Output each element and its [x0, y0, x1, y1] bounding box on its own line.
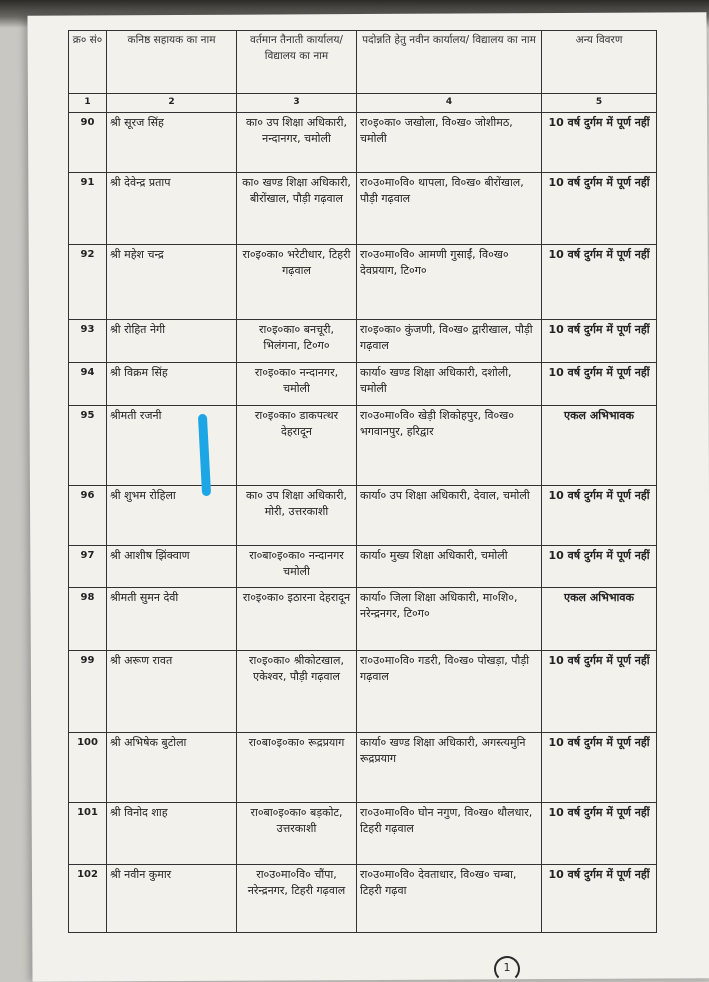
- serial-cell: 92: [69, 244, 107, 319]
- remarks-cell: 10 वर्ष दुर्गम में पूर्ण नहीं: [542, 112, 657, 172]
- name-cell: श्री देवेन्द्र प्रताप: [107, 172, 237, 244]
- new-posting-cell: कार्या० खण्ड शिक्षा अधिकारी, अगस्त्यमुनि रूद्रप्रयाग: [357, 732, 542, 802]
- column-number: 4: [357, 94, 542, 113]
- serial-cell: 101: [69, 802, 107, 864]
- name-cell: श्री महेश चन्द्र: [107, 244, 237, 319]
- table-row: [69, 172, 657, 244]
- header-new-posting: पदोन्नति हेतु नवीन कार्यालय/ विद्यालय का नाम: [357, 31, 542, 94]
- current-posting-cell: रा०बा०इ०का० नन्दानगर चमोली: [237, 545, 357, 587]
- current-posting-cell: रा०इ०का० इठारना देहरादून: [237, 587, 357, 650]
- header-current-posting: वर्तमान तैनाती कार्यालय/ विद्यालय का नाम: [237, 31, 357, 94]
- column-number-row: [69, 94, 657, 113]
- serial-cell: 93: [69, 319, 107, 362]
- remarks-cell: 10 वर्ष दुर्गम में पूर्ण नहीं: [542, 362, 657, 405]
- serial-cell: 95: [69, 405, 107, 485]
- name-cell: श्री सूरज सिंह: [107, 112, 237, 172]
- remarks-cell: 10 वर्ष दुर्गम में पूर्ण नहीं: [542, 650, 657, 732]
- new-posting-cell: कार्या० जिला शिक्षा अधिकारी, मा०शि०, नरेन्द्रनगर, टि०ग०: [357, 587, 542, 650]
- table-row: [69, 650, 657, 732]
- table-row: [69, 244, 657, 319]
- remarks-cell: एकल अभिभावक: [542, 587, 657, 650]
- table-row: [69, 112, 657, 172]
- remarks-cell: 10 वर्ष दुर्गम में पूर्ण नहीं: [542, 485, 657, 545]
- name-cell: श्री अभिषेक बुटोला: [107, 732, 237, 802]
- new-posting-cell: कार्या० उप शिक्षा अधिकारी, देवाल, चमोली: [357, 485, 542, 545]
- column-number: 2: [107, 94, 237, 113]
- current-posting-cell: रा०बा०इ०का० बड़कोट, उत्तरकाशी: [237, 802, 357, 864]
- name-cell: श्री अरूण रावत: [107, 650, 237, 732]
- serial-cell: 99: [69, 650, 107, 732]
- table-row: [69, 319, 657, 362]
- column-number: 1: [69, 94, 107, 113]
- remarks-cell: एकल अभिभावक: [542, 405, 657, 485]
- table-row: [69, 864, 657, 932]
- table-row: [69, 732, 657, 802]
- name-cell: श्रीमती रजनी: [107, 405, 237, 485]
- remarks-cell: 10 वर्ष दुर्गम में पूर्ण नहीं: [542, 545, 657, 587]
- serial-cell: 91: [69, 172, 107, 244]
- header-remarks: अन्य विवरण: [542, 31, 657, 94]
- header-name: कनिष्ठ सहायक का नाम: [107, 31, 237, 94]
- current-posting-cell: रा०इ०का० डाकपत्थर देहरादून: [237, 405, 357, 485]
- table-row: [69, 405, 657, 485]
- current-posting-cell: रा०इ०का० नन्दानगर, चमोली: [237, 362, 357, 405]
- new-posting-cell: कार्या० मुख्य शिक्षा अधिकारी, चमोली: [357, 545, 542, 587]
- table-row: [69, 802, 657, 864]
- current-posting-cell: रा०इ०का० श्रीकोटखाल, एकेश्वर, पौड़ी गढ़वाल: [237, 650, 357, 732]
- promotion-table: [68, 30, 657, 933]
- new-posting-cell: रा०इ०का० कुंजणी, वि०ख० द्वारीखाल, पौड़ी गढ़वाल: [357, 319, 542, 362]
- name-cell: श्री शुभम रोहिला: [107, 485, 237, 545]
- new-posting-cell: रा०उ०मा०वि० खेड़ी शिकोहपुर, वि०ख० भगवानपुर, हरिद्वार: [357, 405, 542, 485]
- current-posting-cell: रा०इ०का० बनचूरी, भिलंगना, टि०ग०: [237, 319, 357, 362]
- serial-cell: 96: [69, 485, 107, 545]
- remarks-cell: 10 वर्ष दुर्गम में पूर्ण नहीं: [542, 802, 657, 864]
- new-posting-cell: रा०इ०का० जखोला, वि०ख० जोशीमठ, चमोली: [357, 112, 542, 172]
- serial-cell: 94: [69, 362, 107, 405]
- serial-cell: 102: [69, 864, 107, 932]
- name-cell: श्री रोहित नेगी: [107, 319, 237, 362]
- remarks-cell: 10 वर्ष दुर्गम में पूर्ण नहीं: [542, 864, 657, 932]
- header-serial: क्र० सं०: [69, 31, 107, 94]
- new-posting-cell: रा०उ०मा०वि० थापला, वि०ख० बीरोंखाल, पौड़ी गढ़वाल: [357, 172, 542, 244]
- remarks-cell: 10 वर्ष दुर्गम में पूर्ण नहीं: [542, 319, 657, 362]
- column-number: 3: [237, 94, 357, 113]
- current-posting-cell: का० उप शिक्षा अधिकारी, नन्दानगर, चमोली: [237, 112, 357, 172]
- new-posting-cell: कार्या० खण्ड शिक्षा अधिकारी, दशोली, चमोली: [357, 362, 542, 405]
- table-row: [69, 587, 657, 650]
- page-number-mark: 1: [494, 956, 520, 982]
- new-posting-cell: रा०उ०मा०वि० देवताधार, वि०ख० चम्बा, टिहरी गढ़वा: [357, 864, 542, 932]
- remarks-cell: 10 वर्ष दुर्गम में पूर्ण नहीं: [542, 244, 657, 319]
- serial-cell: 98: [69, 587, 107, 650]
- remarks-cell: 10 वर्ष दुर्गम में पूर्ण नहीं: [542, 732, 657, 802]
- current-posting-cell: का० उप शिक्षा अधिकारी, मोरी, उत्तरकाशी: [237, 485, 357, 545]
- name-cell: श्रीमती सुमन देवी: [107, 587, 237, 650]
- name-cell: श्री विक्रम सिंह: [107, 362, 237, 405]
- table-row: [69, 485, 657, 545]
- current-posting-cell: रा०इ०का० भरेटीधार, टिहरी गढ़वाल: [237, 244, 357, 319]
- name-cell: श्री आशीष झिंक्वाण: [107, 545, 237, 587]
- table-row: [69, 362, 657, 405]
- serial-cell: 90: [69, 112, 107, 172]
- new-posting-cell: रा०उ०मा०वि० आमणी गुसाईं, वि०ख० देवप्रयाग, टि०ग०: [357, 244, 542, 319]
- current-posting-cell: का० खण्ड शिक्षा अधिकारी, बीरोंखाल, पौड़ी गढ़वाल: [237, 172, 357, 244]
- name-cell: श्री नवीन कुमार: [107, 864, 237, 932]
- current-posting-cell: रा०उ०मा०वि० चौंपा, नरेन्द्रनगर, टिहरी गढ़वाल: [237, 864, 357, 932]
- name-cell: श्री विनोद शाह: [107, 802, 237, 864]
- new-posting-cell: रा०उ०मा०वि० गडरी, वि०ख० पोखड़ा, पौड़ी गढ़वाल: [357, 650, 542, 732]
- header-row: [69, 31, 657, 94]
- serial-cell: 100: [69, 732, 107, 802]
- column-number: 5: [542, 94, 657, 113]
- new-posting-cell: रा०उ०मा०वि० घोन नगुण, वि०ख० थौलधार, टिहरी गढ़वाल: [357, 802, 542, 864]
- table-row: [69, 545, 657, 587]
- current-posting-cell: रा०बा०इ०का० रूद्रप्रयाग: [237, 732, 357, 802]
- remarks-cell: 10 वर्ष दुर्गम में पूर्ण नहीं: [542, 172, 657, 244]
- serial-cell: 97: [69, 545, 107, 587]
